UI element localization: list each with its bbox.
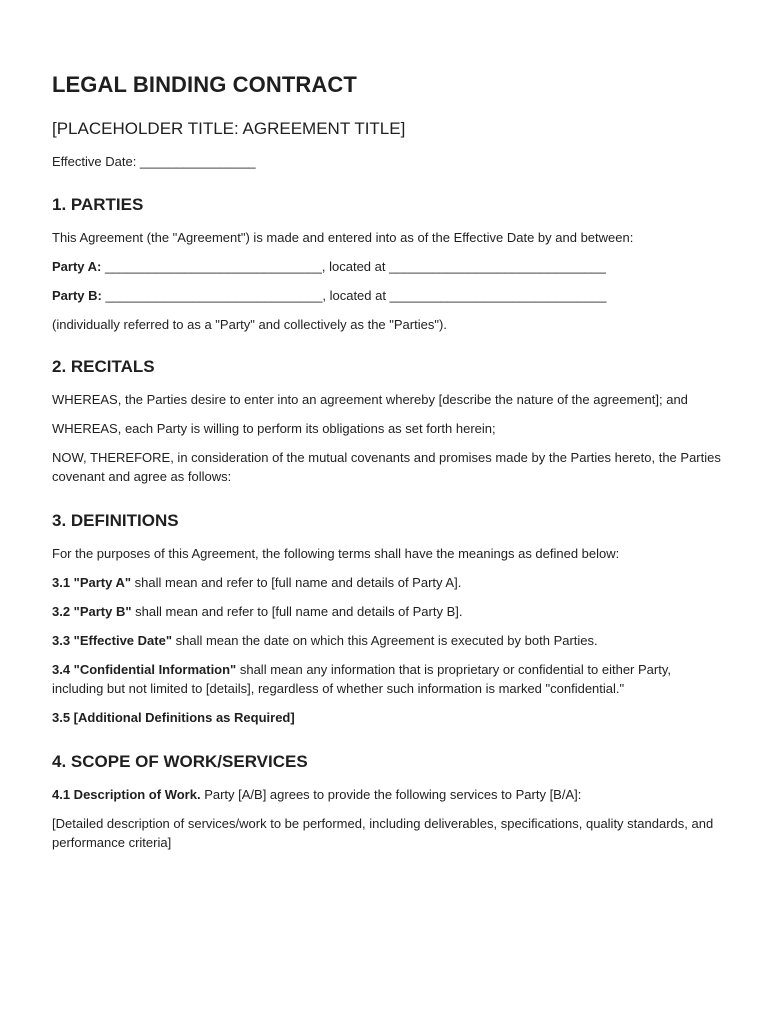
effective-date-line: Effective Date: ________________ [52, 154, 256, 169]
section-heading-definitions: 3. DEFINITIONS [52, 511, 179, 530]
party-b-line [52, 286, 722, 305]
recital-whereas-2: WHEREAS, each Party is willing to perform its obligations as set forth herein; [52, 421, 496, 436]
section-heading-scope: 4. SCOPE OF WORK/SERVICES [52, 752, 308, 771]
scope-details: [Detailed description of services/work to be performed, including deliverables, specifications, quality standards, and performance criteria] [52, 816, 714, 850]
definition-item [52, 631, 722, 650]
definition-text: shall mean any information that is proprietary or confidential to either Party, including but not limited to [details], regardless of whether such information is marked "confidential." [52, 662, 671, 696]
party-b-label: Party B: [52, 288, 102, 303]
definition-additional: 3.5 [Additional Definitions as Required] [52, 710, 295, 725]
section-heading-recitals: 2. RECITALS [52, 357, 155, 376]
definitions-intro: For the purposes of this Agreement, the following terms shall have the meanings as defined below: [52, 546, 620, 561]
agreement-subtitle: [PLACEHOLDER TITLE: AGREEMENT TITLE] [52, 119, 406, 138]
section-heading-parties: 1. PARTIES [52, 195, 144, 214]
recital-now-therefore: NOW, THEREFORE, in consideration of the mutual covenants and promises made by the Parties hereto, the Parties covenant and agree as follows: [52, 450, 721, 484]
scope-item-label: 4.1 Description of Work. [52, 787, 201, 802]
party-a-label: Party A: [52, 259, 102, 274]
definition-term: 3.1 "Party A" [52, 575, 132, 590]
scope-item-description [52, 785, 722, 804]
definition-term: 3.3 "Effective Date" [52, 633, 172, 648]
definition-term: 3.4 "Confidential Information" [52, 662, 237, 677]
recital-whereas-1: WHEREAS, the Parties desire to enter into an agreement whereby [describe the nature of the agreement]; and [52, 392, 688, 407]
definition-item [52, 573, 722, 592]
party-a-blanks: ______________________________, located at ______________________________ [101, 259, 606, 274]
parties-closing: (individually referred to as a "Party" and collectively as the "Parties"). [52, 317, 447, 332]
party-b-blanks: ______________________________, located at ______________________________ [101, 288, 607, 303]
definition-term: 3.2 "Party B" [52, 604, 132, 619]
definition-text: shall mean and refer to [full name and details of Party B]. [131, 604, 463, 619]
parties-intro: This Agreement (the "Agreement") is made and entered into as of the Effective Date by and between: [52, 230, 634, 245]
definition-item [52, 660, 722, 698]
definition-item [52, 602, 722, 621]
party-a-line [52, 257, 722, 276]
definition-text: shall mean and refer to [full name and details of Party A]. [131, 575, 462, 590]
document-title: LEGAL BINDING CONTRACT [52, 72, 357, 97]
definition-text: shall mean the date on which this Agreement is executed by both Parties. [172, 633, 598, 648]
scope-item-text: Party [A/B] agrees to provide the following services to Party [B/A]: [200, 787, 582, 802]
contract-page [52, 68, 722, 852]
